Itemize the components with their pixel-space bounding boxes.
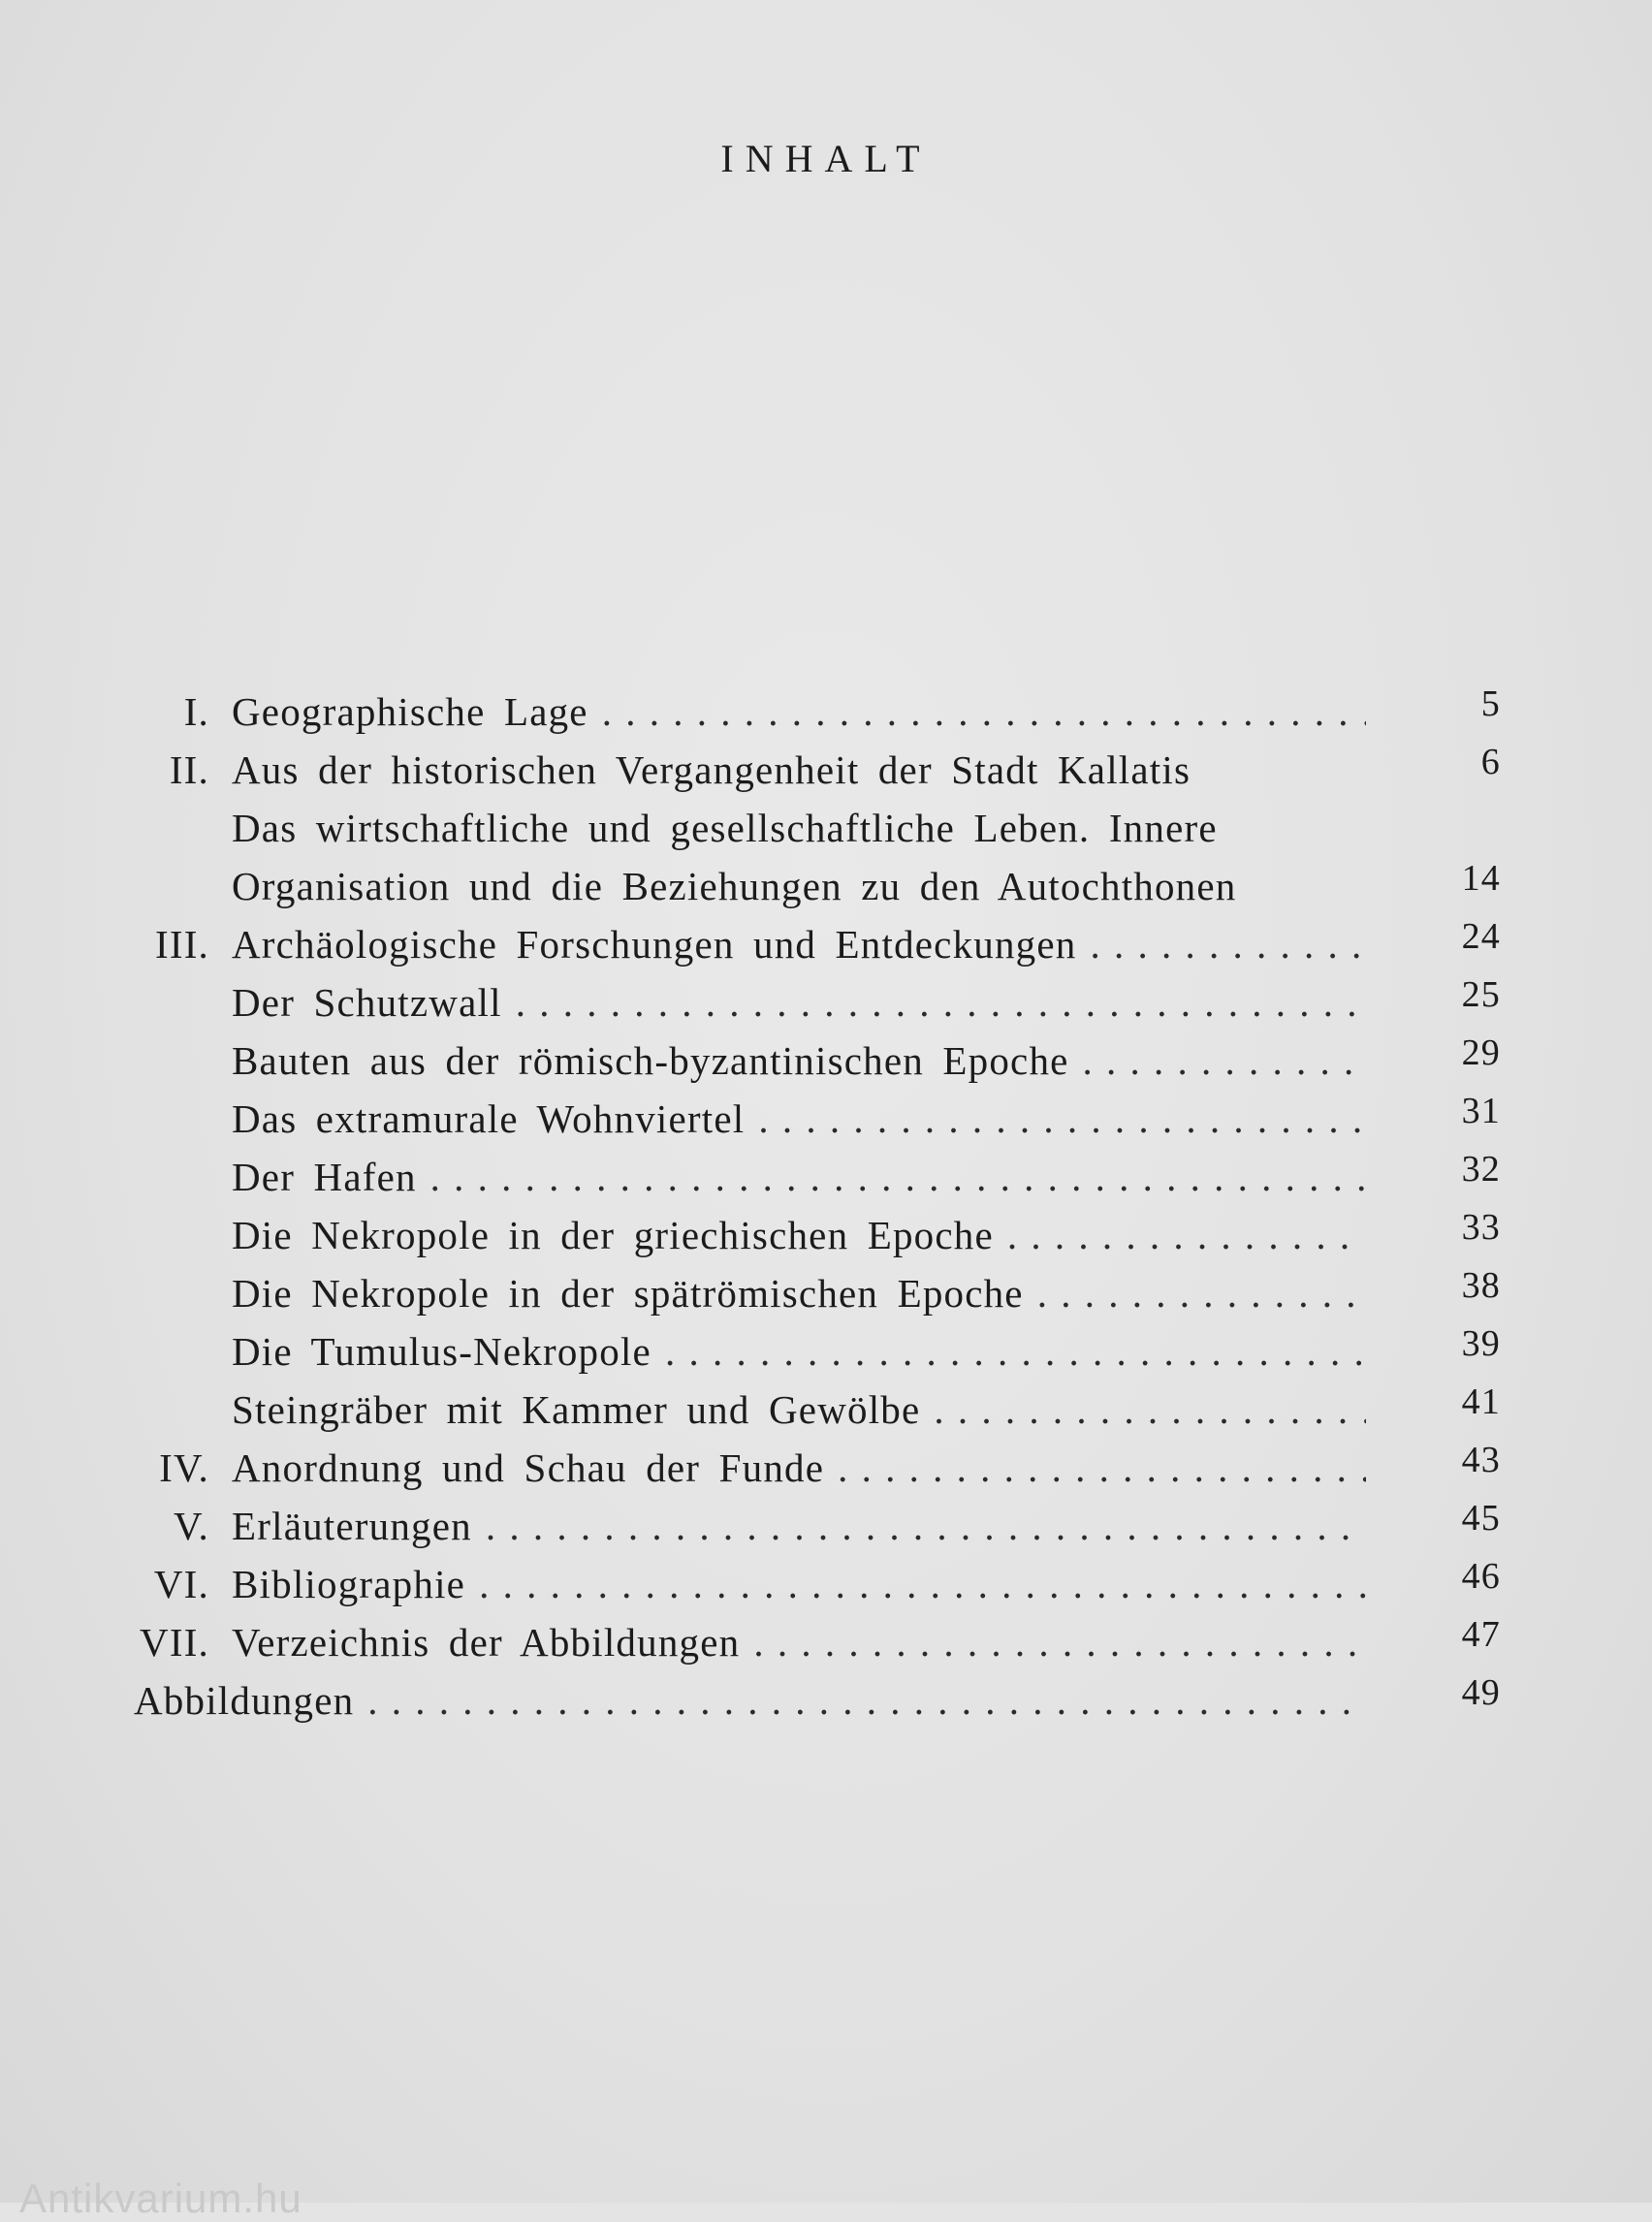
dot-leader [479,1555,1366,1613]
toc-entry [232,1439,1366,1497]
toc-row [0,1148,1652,1206]
toc-row [0,1671,1652,1730]
toc-entry [232,741,1366,799]
dot-leader [1231,799,1366,857]
toc-row [0,1439,1652,1497]
toc-chapter-number: VII. [140,1620,209,1665]
dot-leader [367,1671,1366,1730]
toc-page-number: 5 [1480,683,1501,724]
toc-entry [232,1206,1366,1264]
toc-chapter-number: VI. [153,1562,209,1606]
toc-entry [232,1555,1366,1613]
toc-entry-label: Das extramurale Wohnviertel [232,1096,746,1141]
toc-entry [134,1671,1366,1730]
dot-leader [1204,741,1366,799]
toc-page-number: 33 [1461,1207,1501,1248]
toc-entry [232,682,1366,741]
dot-leader [1250,857,1366,915]
toc-entry-label: Der Schutzwall [232,980,502,1025]
toc-entry [232,1381,1366,1439]
toc-page-number: 24 [1461,916,1501,957]
toc-chapter-number: V. [174,1504,209,1548]
toc-entry [232,1322,1366,1381]
toc-chapter-number: II. [169,747,209,792]
toc-page-number: 43 [1461,1440,1501,1480]
toc-entry-label: Bauten aus der römisch-byzantinischen Epoche [232,1038,1069,1083]
toc-entry-label: Die Tumulus-Nekropole [232,1329,651,1374]
toc-row [0,1497,1652,1555]
toc-entry [232,915,1366,973]
dot-leader [1007,1206,1366,1264]
toc-entry [232,973,1366,1032]
toc-row [0,1264,1652,1322]
toc-row [0,1032,1652,1090]
watermark: Antikvarium.hu [19,2175,302,2221]
toc-entry [232,1032,1366,1090]
toc-page-number: 47 [1461,1614,1501,1655]
toc-row [0,682,1652,741]
toc-row [0,1613,1652,1671]
toc-entry-label: Archäologische Forschungen und Entdeckungen [232,922,1077,967]
toc-row [0,1381,1652,1439]
toc-entry-label: Abbildungen [134,1678,355,1723]
toc-page-number: 29 [1461,1032,1501,1073]
toc-page-number: 39 [1461,1323,1501,1364]
toc-entry [232,1148,1366,1206]
toc-page-number: 45 [1461,1498,1501,1539]
dot-leader [758,1090,1366,1148]
toc-row [0,1322,1652,1381]
toc-entry [232,1090,1366,1148]
dot-leader [838,1439,1366,1497]
toc-entry-label: Erläuterungen [232,1504,472,1548]
toc-row [0,857,1652,915]
toc-entry-label: Organisation und die Beziehungen zu den Autochthonen [232,864,1237,908]
toc-entry-label: Geographische Lage [232,689,588,734]
toc-row [0,1555,1652,1613]
toc-entry [232,799,1366,857]
toc-entry [232,1497,1366,1555]
page-title: INHALT [720,137,932,180]
toc-page-number: 49 [1461,1672,1501,1713]
toc-row [0,973,1652,1032]
toc-row [0,1206,1652,1264]
toc-page-number: 41 [1461,1381,1501,1422]
toc-entry-label: Die Nekropole in der griechischen Epoche [232,1213,994,1257]
toc-chapter-number: IV. [159,1445,209,1490]
toc-row [0,1090,1652,1148]
toc-page-number: 32 [1461,1149,1501,1190]
dot-leader [665,1322,1366,1381]
toc-row [0,799,1652,857]
toc-entry-label: Anordnung und Schau der Funde [232,1445,825,1490]
dot-leader [486,1497,1366,1555]
toc-entry-label: Der Hafen [232,1155,417,1199]
toc-row [0,915,1652,973]
toc-page-number: 38 [1461,1265,1501,1306]
dot-leader [1037,1264,1366,1322]
toc-entry [232,1613,1366,1671]
dot-leader [753,1613,1366,1671]
dot-leader [1090,915,1366,973]
toc-entry [232,1264,1366,1322]
dot-leader [516,973,1366,1032]
toc-entry-label: Steingräber mit Kammer und Gewölbe [232,1387,921,1432]
toc-row [0,741,1652,799]
toc-entry-label: Die Nekropole in der spätrömischen Epoche [232,1271,1024,1316]
toc-entry-label: Aus der historischen Vergangenheit der Stadt Kallatis [232,747,1191,792]
toc-entry-label: Verzeichnis der Abbildungen [232,1620,741,1665]
toc-entry [232,857,1366,915]
toc-entry-label: Das wirtschaftliche und gesellschaftliche Leben. Innere [232,806,1218,850]
toc-entry-label: Bibliographie [232,1562,466,1606]
toc-page-number: 46 [1461,1556,1501,1597]
dot-leader [934,1381,1366,1439]
dot-leader [1083,1032,1366,1090]
toc-chapter-number: III. [154,922,209,967]
toc-page-number: 14 [1461,858,1501,899]
toc-chapter-number: I. [183,689,209,734]
toc-page-number: 31 [1461,1091,1501,1131]
dot-leader [430,1148,1366,1206]
toc-page-number: 6 [1480,742,1501,782]
toc-page-number: 25 [1461,974,1501,1015]
dot-leader [602,682,1366,741]
